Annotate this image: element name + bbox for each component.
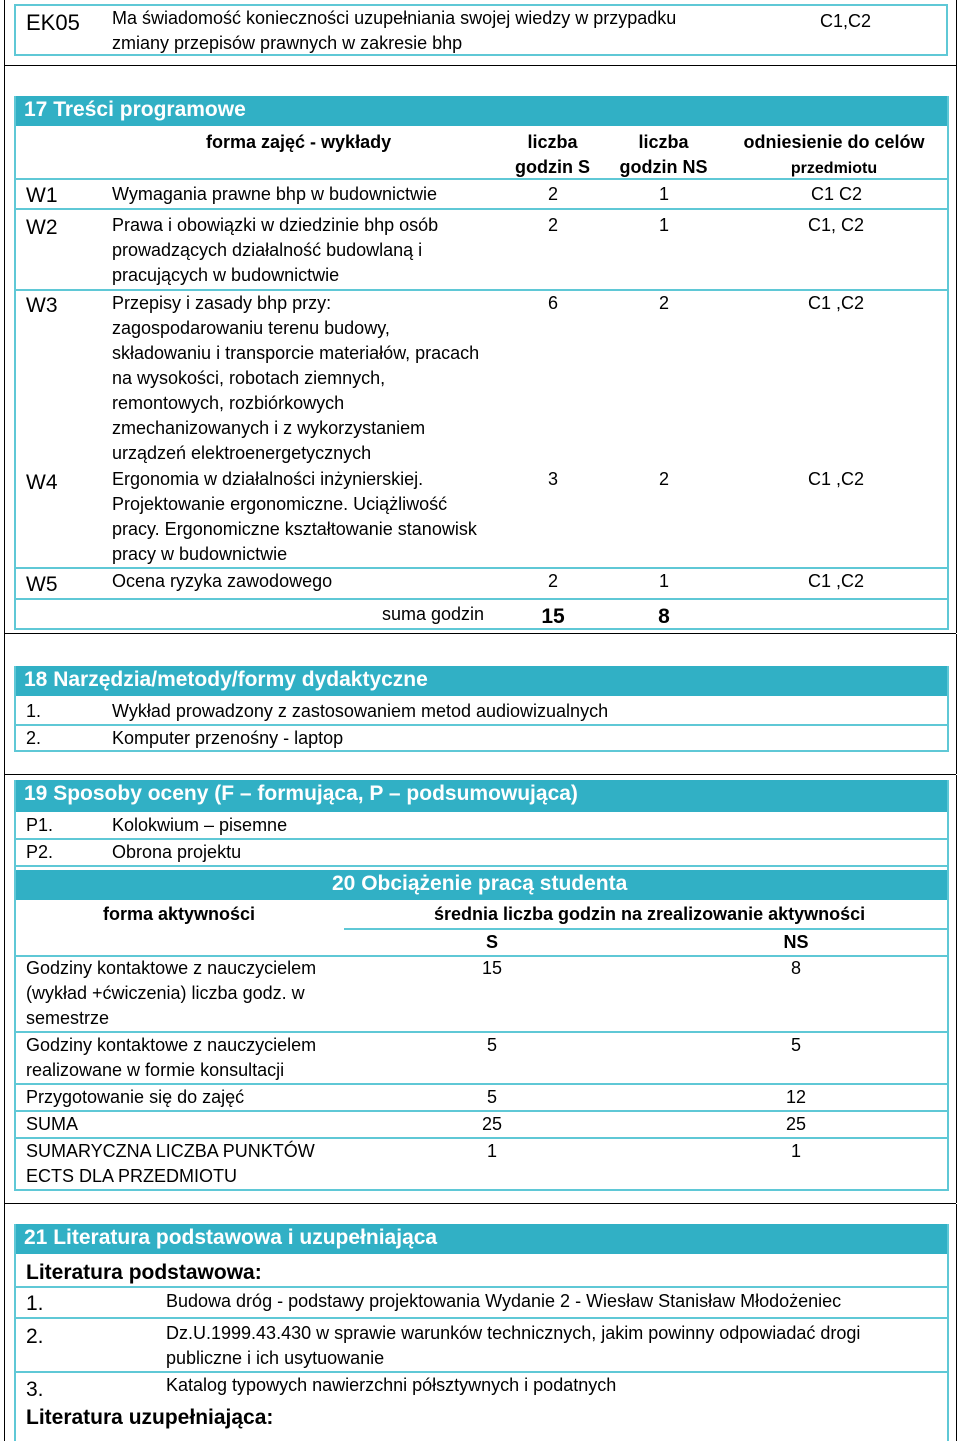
col-ns-header-2: godzin NS: [619, 157, 708, 177]
section-20-title: 20 Obciążenie pracą studenta: [14, 870, 949, 900]
workload-s: 25: [481, 1114, 503, 1134]
row-ns: 1: [658, 184, 669, 204]
workload-label: Godziny kontaktowe z nauczycielem realizowane w formie konsultacji: [26, 1035, 317, 1080]
col-avg-header: średnia liczba godzin na zrealizowanie aktywności: [434, 904, 866, 924]
col-activity-header: forma aktywności: [103, 904, 256, 924]
row-goal: C1 ,C2: [808, 293, 865, 313]
extra-literature-heading: Literatura uzupełniająca:: [26, 1406, 274, 1429]
workload-ns: 12: [785, 1087, 807, 1107]
row-goal: C1, C2: [808, 215, 865, 235]
row-s: 2: [547, 184, 558, 204]
assessment-num: P2.: [26, 842, 54, 862]
col-ns-header: NS: [783, 932, 809, 952]
section-19-title: 19 Sposoby oceny (F – formująca, P – podsumowująca): [14, 780, 949, 812]
workload-label: SUMA: [26, 1114, 79, 1134]
method-num: 2.: [26, 728, 42, 748]
sum-s: 15: [541, 605, 565, 628]
literature-text: Dz.U.1999.43.430 w sprawie warunków technicznych, jakim powinny odpowiadać drogi publiczne i ich usytuowanie: [166, 1323, 861, 1368]
ek05-goals: C1,C2: [820, 11, 872, 31]
col-s-header-2: godzin S: [515, 157, 590, 177]
workload-ns: 25: [785, 1114, 807, 1134]
row-ns: 2: [658, 293, 669, 313]
row-s: 6: [547, 293, 558, 313]
row-goal: C1 C2: [811, 184, 863, 204]
row-id: W2: [26, 216, 58, 239]
workload-s: 1: [486, 1141, 497, 1161]
literature-text: Budowa dróg - podstawy projektowania Wydanie 2 - Wiesław Stanisław Młodożeniec: [166, 1291, 842, 1311]
row-ns: 2: [658, 469, 669, 489]
section-21-title: 21 Literatura podstawowa i uzupełniająca: [14, 1224, 949, 1254]
row-goal: C1 ,C2: [808, 469, 865, 489]
workload-ns: 8: [790, 958, 801, 978]
literature-text: Katalog typowych nawierzchni półsztywnych i podatnych: [166, 1375, 617, 1395]
row-topic: Ergonomia w działalności inżynierskiej. Projektowanie ergonomiczne. Uciążliwość pracy. Ergonomiczne kształtowanie stanowisk pracy w budownictwie: [112, 469, 477, 564]
row-topic: Prawa i obowiązki w dziedzinie bhp osób prowadzących działalność budowlaną i pracujących w budownictwie: [112, 215, 439, 285]
ek05-text: Ma świadomość konieczności uzupełniania swojej wiedzy w przypadku zmiany przepisów prawnych w zakresie bhp: [112, 8, 677, 53]
col-topic-header: forma zajęć - wykłady: [206, 132, 392, 152]
row-goal: C1 ,C2: [808, 571, 865, 591]
literature-num: 3.: [26, 1378, 44, 1401]
method-text: Wykład prowadzony z zastosowaniem metod audiowizualnych: [112, 701, 609, 721]
sum-label: suma godzin: [382, 604, 485, 624]
assessment-text: Obrona projektu: [112, 842, 242, 862]
workload-label: Godziny kontaktowe z nauczycielem (wykład +ćwiczenia) liczba godz. w semestrze: [26, 958, 317, 1028]
section-17-title: 17 Treści programowe: [14, 96, 949, 126]
method-text: Komputer przenośny - laptop: [112, 728, 344, 748]
sum-ns: 8: [658, 605, 670, 628]
row-s: 2: [547, 571, 558, 591]
col-s-header-1: liczba: [527, 132, 578, 152]
workload-label: SUMARYCZNA LICZBA PUNKTÓW ECTS DLA PRZEDMIOTU: [26, 1141, 315, 1186]
row-id: W1: [26, 184, 58, 207]
col-ns-header-1: liczba: [638, 132, 689, 152]
row-s: 2: [547, 215, 558, 235]
basic-literature-heading: Literatura podstawowa:: [26, 1261, 262, 1284]
col-goal-header-2: przedmiotu: [790, 160, 878, 177]
col-s-header: S: [485, 932, 498, 952]
row-s: 3: [547, 469, 558, 489]
row-ns: 1: [658, 215, 669, 235]
workload-s: 5: [486, 1035, 497, 1055]
workload-ns: 1: [790, 1141, 801, 1161]
workload-s: 5: [486, 1087, 497, 1107]
workload-label: Przygotowanie się do zajęć: [26, 1087, 245, 1107]
ek05-code: EK05: [26, 10, 80, 35]
section-18-title: 18 Narzędzia/metody/formy dydaktyczne: [14, 666, 949, 696]
row-topic: Wymagania prawne bhp w budownictwie: [112, 184, 438, 204]
row-id: W3: [26, 294, 58, 317]
row-topic: Przepisy i zasady bhp przy: zagospodarowaniu terenu budowy, składowaniu i transporcie materiałów, pracach na wysokości, robotach ziemnych, remontowych, rozbiórkowych zmechanizowanych i z wykorzystaniem urządzeń elektroenergetycznych: [112, 293, 480, 463]
literature-num: 2.: [26, 1325, 44, 1348]
assessment-num: P1.: [26, 815, 54, 835]
method-num: 1.: [26, 701, 42, 721]
row-ns: 1: [658, 571, 669, 591]
row-id: W4: [26, 471, 58, 494]
assessment-text: Kolokwium – pisemne: [112, 815, 288, 835]
literature-num: 1.: [26, 1292, 44, 1315]
row-id: W5: [26, 573, 58, 596]
workload-ns: 5: [790, 1035, 801, 1055]
row-topic: Ocena ryzyka zawodowego: [112, 571, 333, 591]
col-goal-header-1: odniesienie do celów: [743, 132, 925, 152]
workload-s: 15: [481, 958, 503, 978]
